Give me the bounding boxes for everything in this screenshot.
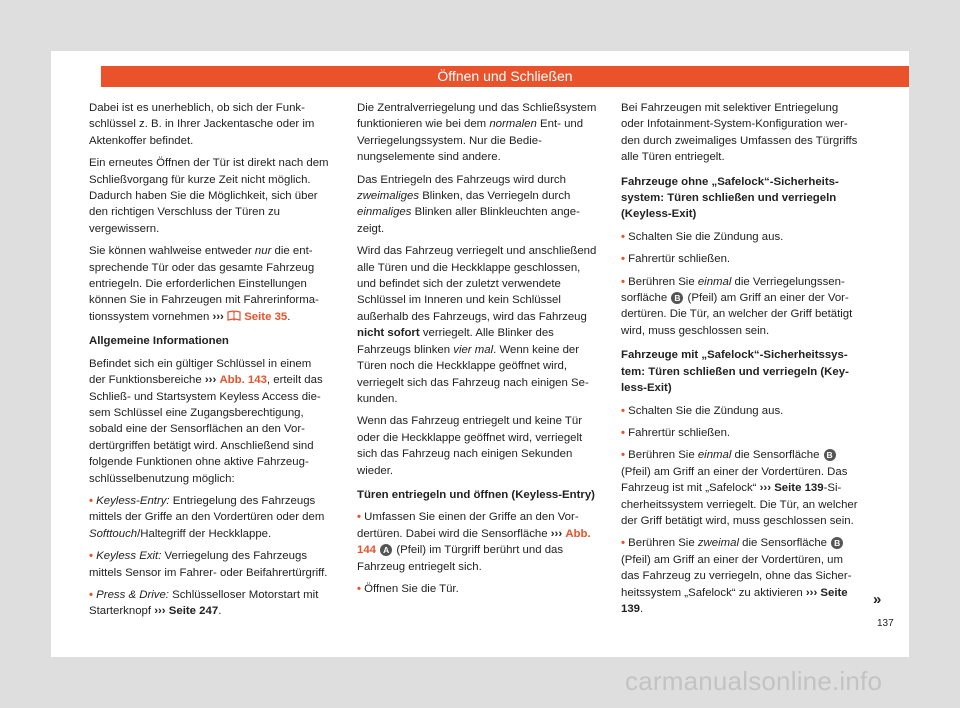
figure-reference-link[interactable]: Abb. 143: [219, 374, 267, 387]
subheading: Allgemeine Informationen: [89, 335, 229, 348]
bullet-icon: •: [89, 550, 93, 563]
list-item: • Berühren Sie zweimal die Sensorfläche B (Pfeil) am Griff an einer der Vordertüren, um das Fahrzeug zu verriegeln, ohne das Sicherheitssystem „Safelock“ zu aktivieren ››› Seite 139.: [621, 537, 852, 615]
reference-arrows: ›››: [212, 310, 224, 323]
reference-arrows: ›››: [154, 605, 166, 618]
reference-arrows: ›››: [805, 586, 818, 599]
reference-arrows: ›››: [204, 374, 217, 387]
feature-list: [89, 493, 329, 620]
reference-arrows: ›››: [550, 527, 563, 540]
page-reference-link[interactable]: Seite 139: [774, 482, 824, 495]
list-item: • Öffnen Sie die Tür.: [357, 582, 459, 595]
figure-reference-link[interactable]: Abb. 144: [357, 527, 591, 557]
paragraph: Wenn das Fahrzeug entriegelt und keine Tür oder die Heckklappe geöffnet wird, verriegelt sich das Fahrzeug nach einigen Sekunden wieder.: [357, 415, 583, 477]
list-item: • Umfassen Sie einen der Griffe an den Vordertüren. Dabei wird die Sensorfläche ››› Abb. 144 A (Pfeil) im Türgriff berührt und das Fahrzeug entriegelt sich.: [357, 511, 591, 573]
list-item: • Press & Drive: Schlüsselloser Motorstart mit Starterknopf ››› Seite 247.: [89, 588, 319, 618]
label-b-icon: B: [831, 537, 843, 549]
paragraph: Ein erneutes Öffnen der Tür ist direkt nach dem Schließvorgang für kurze Zeit nicht möglich. Dadurch haben Sie die Möglichkeit, sich über den richtigen Verschluss der Türen zu vergewissern.: [89, 157, 329, 235]
list-item: • Schalten Sie die Zündung aus.: [621, 404, 784, 417]
bullet-icon: •: [621, 253, 625, 266]
list-item: • Berühren Sie einmal die Sensorfläche B (Pfeil) am Griff an einer der Vordertüren. Das Fahrzeug ist mit „Safelock“ ››› Seite 139-Sicherheitssystem verriegelt. Die Tür, an welcher der Griff betätigt wird, muss geschlossen sein.: [621, 449, 858, 527]
instruction-list: [621, 403, 861, 618]
paragraph: Sie können wahlweise entweder nur die entsprechende Tür oder das gesamte Fahrzeug entriegeln. Die erforderlichen Einstellungen können Sie in Fahrzeugen mit Fahrerinformationssystem vornehmen ››› Seite 35.: [89, 245, 319, 323]
paragraph: Dabei ist es unerheblich, ob sich der Funkschlüssel z. B. in Ihrer Jackentasche oder im Aktenkoffer befindet.: [89, 102, 315, 147]
subheading: Fahrzeuge mit „Safelock“-Sicherheitssystem: Türen schließen und verriegeln (Keyless-Exit): [621, 349, 849, 395]
section-title: Öffnen und Schließen: [101, 66, 909, 87]
paragraph: Wird das Fahrzeug verriegelt und anschließend alle Türen und die Heckklappe geschlossen, und befindet sich der zuletzt verwendete Schlüssel im Inneren und kein Schlüssel außerhalb des Fahrzeugs, wird das Fahrzeug nicht sofort verriegelt. Alle Blinker des Fahrzeugs blinken vier mal. Wenn keine der Türen noch die Heckklappe geöffnet wird, verriegelt sich das Fahrzeug nach einigen Sekunden.: [357, 245, 597, 405]
watermark: carmanualsonline.info: [625, 666, 883, 696]
subheading: Türen entriegeln und öffnen (Keyless-Entry): [357, 488, 595, 501]
label-a-icon: A: [380, 544, 392, 556]
book-icon: [227, 310, 241, 321]
paragraph: Die Zentralverriegelung und das Schließsystem funktionieren wie bei dem normalen Ent- und Verriegelungssystem. Nur die Bedienungselemente sind andere.: [357, 102, 597, 164]
column-middle: [357, 100, 597, 603]
list-item: • Keyless-Entry: Entriegelung des Fahrzeugs mittels der Griffe an den Vordertüren oder dem Softtouch/Haltegriff der Heckklappe.: [89, 494, 325, 540]
list-item: • Fahrertür schließen.: [621, 253, 731, 266]
paragraph: Bei Fahrzeugen mit selektiver Entriegelung oder Infotainment-System-Konfiguration werden durch zweimaliges Umfassen des Türgriffs alle Türen entriegelt.: [621, 102, 858, 164]
column-left: [89, 100, 329, 626]
bullet-icon: •: [621, 404, 625, 417]
bullet-icon: •: [621, 449, 625, 462]
bullet-icon: •: [621, 230, 625, 243]
column-right: [621, 100, 861, 623]
bullet-icon: •: [89, 588, 93, 601]
page-reference-link[interactable]: Seite 139: [621, 586, 848, 615]
subheading: Fahrzeuge ohne „Safelock“-Sicherheitssystem: Türen schließen und verriegeln (Keyless-Exit): [621, 175, 839, 221]
paragraph: Das Entriegeln des Fahrzeugs wird durch zweimaliges Blinken, das Verriegeln durch einmaliges Blinken aller Blinkleuchten angezeigt.: [357, 173, 580, 235]
bullet-icon: •: [89, 494, 93, 507]
list-item: • Berühren Sie einmal die Verriegelungssensorfläche B (Pfeil) am Griff an einer der Vordertüren. Die Tür, an welcher der Griff betätigt wird, muss geschlossen sein.: [621, 275, 853, 337]
paragraph: Befindet sich ein gültiger Schlüssel in einem der Funktionsbereiche ››› Abb. 143, erteilt das Schließ- und Startsystem Keyless Access diesem Schlüssel eine Zugangsberechtigung, sobald eine der Sensorflächen an den Vordertürgriffen betätigt wird. Anschließend sind folgende Funktionen ohne aktive Fahrzeugschlüsselbenutzung möglich:: [89, 357, 323, 485]
bullet-icon: •: [357, 582, 361, 595]
continue-arrow-icon: »: [873, 591, 882, 608]
bullet-icon: •: [357, 511, 361, 524]
list-item: • Fahrertür schließen.: [621, 426, 731, 439]
list-item: • Schalten Sie die Zündung aus.: [621, 230, 784, 243]
reference-arrows: ›››: [759, 482, 772, 495]
page-reference-link[interactable]: Seite 247: [168, 605, 219, 618]
instruction-list: [357, 509, 597, 597]
bullet-icon: •: [621, 537, 625, 550]
page-reference-link[interactable]: Seite 35: [244, 310, 288, 323]
instruction-list: [621, 229, 861, 339]
label-b-icon: B: [671, 292, 683, 304]
page-number: 137: [877, 618, 894, 629]
list-item: • Keyless Exit: Verriegelung des Fahrzeugs mittels Sensor im Fahrer- oder Beifahrertürgriff.: [89, 550, 328, 579]
bullet-icon: •: [621, 426, 625, 439]
label-b-icon: B: [824, 449, 836, 461]
manual-page: [51, 51, 909, 657]
bullet-icon: •: [621, 275, 625, 288]
